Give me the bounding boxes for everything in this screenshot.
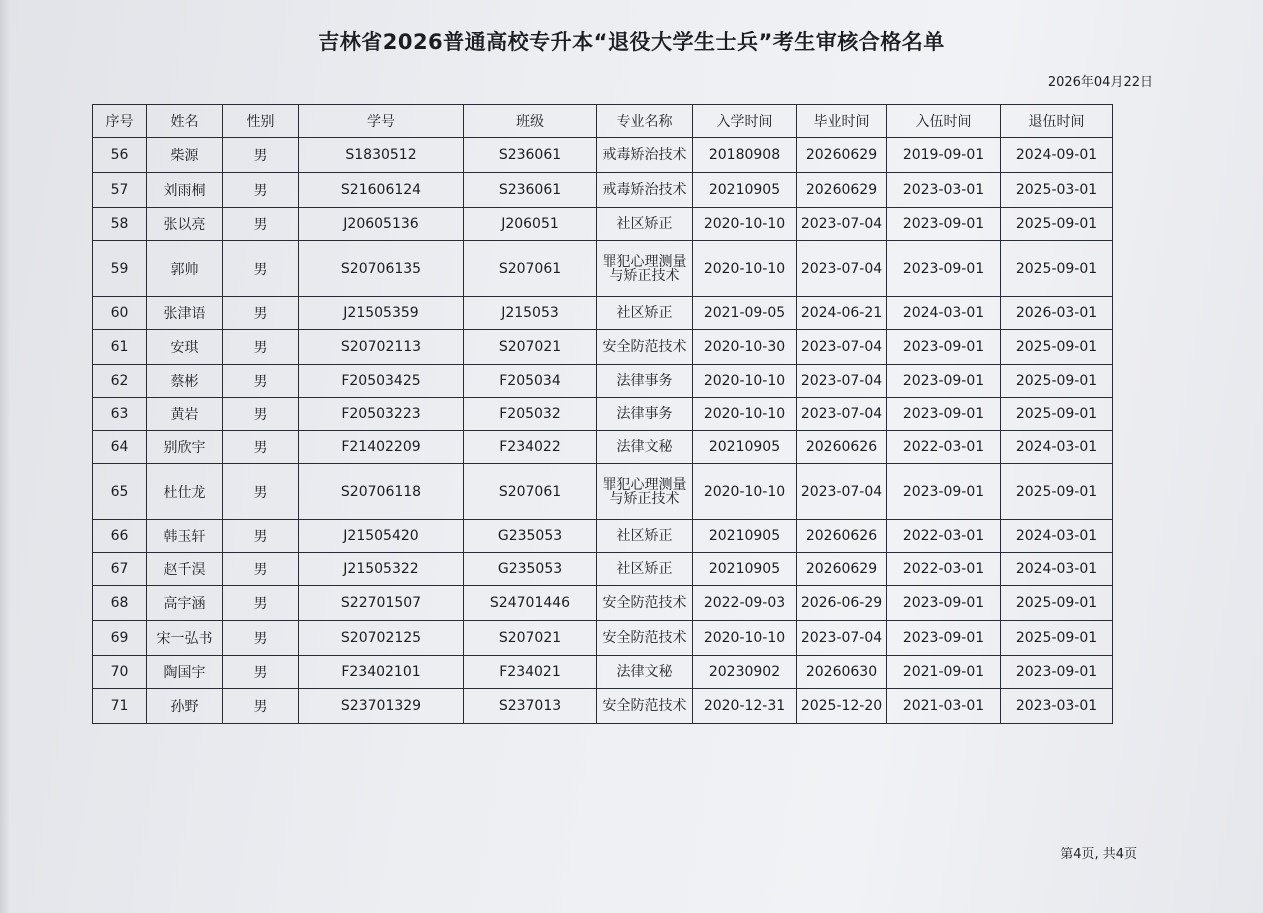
cell-student-id: F20503425 <box>299 365 464 398</box>
cell-class: F205032 <box>464 398 597 431</box>
cell-enlist: 2022-03-01 <box>887 520 1001 553</box>
cell-discharge: 2025-09-01 <box>1001 464 1113 520</box>
table-row <box>93 365 1113 398</box>
cell-discharge: 2025-09-01 <box>1001 208 1113 241</box>
cell-class: F205034 <box>464 365 597 398</box>
header-enlist: 入伍时间 <box>887 105 1001 138</box>
cell-enlist: 2023-09-01 <box>887 464 1001 520</box>
cell-major: 法律事务 <box>597 365 693 398</box>
cell-name: 柴源 <box>147 138 223 173</box>
cell-name: 别欣宇 <box>147 431 223 464</box>
cell-student-id: F23402101 <box>299 656 464 689</box>
table-row <box>93 173 1113 208</box>
cell-student-id: S21606124 <box>299 173 464 208</box>
cell-no: 71 <box>93 689 147 724</box>
cell-gender: 男 <box>223 208 299 241</box>
cell-no: 62 <box>93 365 147 398</box>
cell-enlist: 2023-09-01 <box>887 330 1001 365</box>
cell-enlist: 2023-03-01 <box>887 173 1001 208</box>
header-major: 专业名称 <box>597 105 693 138</box>
cell-student-id: J21505322 <box>299 553 464 586</box>
cell-name: 孙野 <box>147 689 223 724</box>
cell-no: 58 <box>93 208 147 241</box>
cell-no: 67 <box>93 553 147 586</box>
cell-major: 社区矫正 <box>597 520 693 553</box>
cell-student-id: F20503223 <box>299 398 464 431</box>
cell-name: 赵千淏 <box>147 553 223 586</box>
cell-class: S237013 <box>464 689 597 724</box>
cell-class: F234022 <box>464 431 597 464</box>
cell-no: 65 <box>93 464 147 520</box>
cell-name: 安琪 <box>147 330 223 365</box>
table-header-row <box>93 105 1113 138</box>
cell-enroll: 2020-10-10 <box>693 464 797 520</box>
table-row <box>93 621 1113 656</box>
cell-gender: 男 <box>223 689 299 724</box>
page-number: 第4页, 共4页 <box>1060 847 1137 862</box>
cell-student-id: S20702125 <box>299 621 464 656</box>
cell-student-id: S23701329 <box>299 689 464 724</box>
cell-enlist: 2023-09-01 <box>887 241 1001 297</box>
cell-enlist: 2023-09-01 <box>887 365 1001 398</box>
header-discharge: 退伍时间 <box>1001 105 1113 138</box>
cell-discharge: 2024-03-01 <box>1001 520 1113 553</box>
cell-graduate: 2024-06-21 <box>797 297 887 330</box>
roster-table <box>92 104 1113 724</box>
cell-name: 黄岩 <box>147 398 223 431</box>
table-row <box>93 520 1113 553</box>
page-edge-shadow <box>0 0 10 913</box>
cell-student-id: S22701507 <box>299 586 464 621</box>
cell-graduate: 2023-07-04 <box>797 241 887 297</box>
cell-graduate: 2023-07-04 <box>797 398 887 431</box>
cell-class: G235053 <box>464 520 597 553</box>
cell-enroll: 2020-10-10 <box>693 241 797 297</box>
cell-graduate: 2023-07-04 <box>797 621 887 656</box>
cell-enlist: 2021-09-01 <box>887 656 1001 689</box>
cell-class: S207021 <box>464 621 597 656</box>
cell-no: 61 <box>93 330 147 365</box>
cell-student-id: S1830512 <box>299 138 464 173</box>
cell-enroll: 20210905 <box>693 431 797 464</box>
cell-student-id: S20702113 <box>299 330 464 365</box>
cell-discharge: 2025-09-01 <box>1001 330 1113 365</box>
cell-enroll: 2021-09-05 <box>693 297 797 330</box>
cell-enroll: 2020-12-31 <box>693 689 797 724</box>
header-name: 姓名 <box>147 105 223 138</box>
cell-enroll: 2020-10-10 <box>693 365 797 398</box>
cell-major: 安全防范技术 <box>597 621 693 656</box>
cell-no: 64 <box>93 431 147 464</box>
cell-no: 66 <box>93 520 147 553</box>
cell-no: 59 <box>93 241 147 297</box>
header-class: 班级 <box>464 105 597 138</box>
cell-discharge: 2025-09-01 <box>1001 398 1113 431</box>
cell-major: 社区矫正 <box>597 297 693 330</box>
document-title: 吉林省2026普通高校专升本“退役大学生士兵”考生审核合格名单 <box>318 30 945 54</box>
cell-graduate: 2026-06-29 <box>797 586 887 621</box>
cell-major: 安全防范技术 <box>597 586 693 621</box>
cell-student-id: S20706118 <box>299 464 464 520</box>
cell-name: 郭帅 <box>147 241 223 297</box>
table-row <box>93 464 1113 520</box>
cell-gender: 男 <box>223 431 299 464</box>
cell-graduate: 2023-07-04 <box>797 464 887 520</box>
table-row <box>93 330 1113 365</box>
table-row <box>93 241 1113 297</box>
cell-discharge: 2023-03-01 <box>1001 689 1113 724</box>
cell-student-id: S20706135 <box>299 241 464 297</box>
cell-enlist: 2022-03-01 <box>887 431 1001 464</box>
cell-graduate: 20260626 <box>797 431 887 464</box>
table-row <box>93 656 1113 689</box>
cell-gender: 男 <box>223 586 299 621</box>
cell-class: S207061 <box>464 464 597 520</box>
cell-gender: 男 <box>223 464 299 520</box>
cell-enroll: 2020-10-10 <box>693 621 797 656</box>
cell-enlist: 2021-03-01 <box>887 689 1001 724</box>
table-row <box>93 297 1113 330</box>
cell-gender: 男 <box>223 330 299 365</box>
cell-gender: 男 <box>223 656 299 689</box>
cell-major: 罪犯心理测量与矫正技术 <box>597 241 693 297</box>
cell-gender: 男 <box>223 365 299 398</box>
cell-student-id: J21505420 <box>299 520 464 553</box>
cell-name: 杜仕龙 <box>147 464 223 520</box>
cell-graduate: 2025-12-20 <box>797 689 887 724</box>
cell-no: 63 <box>93 398 147 431</box>
cell-enlist: 2024-03-01 <box>887 297 1001 330</box>
cell-graduate: 20260626 <box>797 520 887 553</box>
cell-enroll: 2020-10-30 <box>693 330 797 365</box>
cell-major: 法律文秘 <box>597 431 693 464</box>
table-row <box>93 138 1113 173</box>
cell-class: S24701446 <box>464 586 597 621</box>
cell-class: S207061 <box>464 241 597 297</box>
cell-gender: 男 <box>223 241 299 297</box>
cell-major: 法律文秘 <box>597 656 693 689</box>
cell-discharge: 2025-03-01 <box>1001 173 1113 208</box>
cell-major: 戒毒矫治技术 <box>597 138 693 173</box>
cell-graduate: 20260629 <box>797 138 887 173</box>
header-enroll: 入学时间 <box>693 105 797 138</box>
cell-enlist: 2023-09-01 <box>887 398 1001 431</box>
cell-gender: 男 <box>223 398 299 431</box>
cell-graduate: 2023-07-04 <box>797 208 887 241</box>
cell-discharge: 2024-03-01 <box>1001 431 1113 464</box>
header-graduate: 毕业时间 <box>797 105 887 138</box>
cell-name: 张以亮 <box>147 208 223 241</box>
cell-major: 安全防范技术 <box>597 330 693 365</box>
cell-graduate: 20260630 <box>797 656 887 689</box>
cell-name: 宋一弘书 <box>147 621 223 656</box>
cell-major: 安全防范技术 <box>597 689 693 724</box>
cell-graduate: 2023-07-04 <box>797 365 887 398</box>
cell-name: 陶国宇 <box>147 656 223 689</box>
cell-gender: 男 <box>223 297 299 330</box>
cell-no: 60 <box>93 297 147 330</box>
cell-discharge: 2025-09-01 <box>1001 621 1113 656</box>
table-row <box>93 586 1113 621</box>
cell-name: 高宇涵 <box>147 586 223 621</box>
cell-class: J215053 <box>464 297 597 330</box>
cell-enlist: 2023-09-01 <box>887 621 1001 656</box>
cell-major: 法律事务 <box>597 398 693 431</box>
table-row <box>93 553 1113 586</box>
cell-class: S236061 <box>464 173 597 208</box>
cell-name: 蔡彬 <box>147 365 223 398</box>
cell-graduate: 20260629 <box>797 553 887 586</box>
cell-enroll: 2020-10-10 <box>693 208 797 241</box>
cell-class: J206051 <box>464 208 597 241</box>
cell-student-id: J21505359 <box>299 297 464 330</box>
cell-major: 社区矫正 <box>597 208 693 241</box>
document-date: 2026年04月22日 <box>1047 75 1153 90</box>
cell-discharge: 2025-09-01 <box>1001 365 1113 398</box>
cell-student-id: F21402209 <box>299 431 464 464</box>
cell-discharge: 2025-09-01 <box>1001 586 1113 621</box>
cell-enroll: 2020-10-10 <box>693 398 797 431</box>
cell-class: F234021 <box>464 656 597 689</box>
table-row <box>93 208 1113 241</box>
cell-name: 刘雨桐 <box>147 173 223 208</box>
cell-enroll: 20210905 <box>693 553 797 586</box>
cell-name: 张津语 <box>147 297 223 330</box>
header-no: 序号 <box>93 105 147 138</box>
cell-enroll: 20230902 <box>693 656 797 689</box>
cell-enroll: 20180908 <box>693 138 797 173</box>
cell-enlist: 2023-09-01 <box>887 208 1001 241</box>
cell-discharge: 2023-09-01 <box>1001 656 1113 689</box>
cell-name: 韩玉轩 <box>147 520 223 553</box>
cell-graduate: 2023-07-04 <box>797 330 887 365</box>
cell-gender: 男 <box>223 621 299 656</box>
cell-class: S207021 <box>464 330 597 365</box>
cell-no: 69 <box>93 621 147 656</box>
header-gender: 性别 <box>223 105 299 138</box>
cell-discharge: 2024-09-01 <box>1001 138 1113 173</box>
table-row <box>93 431 1113 464</box>
cell-enlist: 2023-09-01 <box>887 586 1001 621</box>
table-row <box>93 398 1113 431</box>
cell-class: S236061 <box>464 138 597 173</box>
cell-major: 罪犯心理测量与矫正技术 <box>597 464 693 520</box>
cell-enlist: 2022-03-01 <box>887 553 1001 586</box>
cell-enroll: 20210905 <box>693 173 797 208</box>
cell-gender: 男 <box>223 520 299 553</box>
cell-no: 56 <box>93 138 147 173</box>
cell-discharge: 2026-03-01 <box>1001 297 1113 330</box>
cell-student-id: J20605136 <box>299 208 464 241</box>
table-row <box>93 689 1113 724</box>
cell-discharge: 2024-03-01 <box>1001 553 1113 586</box>
cell-discharge: 2025-09-01 <box>1001 241 1113 297</box>
cell-no: 68 <box>93 586 147 621</box>
cell-enlist: 2019-09-01 <box>887 138 1001 173</box>
cell-enroll: 20210905 <box>693 520 797 553</box>
cell-major: 社区矫正 <box>597 553 693 586</box>
cell-graduate: 20260629 <box>797 173 887 208</box>
cell-gender: 男 <box>223 553 299 586</box>
cell-enroll: 2022-09-03 <box>693 586 797 621</box>
cell-no: 70 <box>93 656 147 689</box>
cell-gender: 男 <box>223 173 299 208</box>
cell-gender: 男 <box>223 138 299 173</box>
cell-major: 戒毒矫治技术 <box>597 173 693 208</box>
header-student-id: 学号 <box>299 105 464 138</box>
cell-class: G235053 <box>464 553 597 586</box>
cell-no: 57 <box>93 173 147 208</box>
